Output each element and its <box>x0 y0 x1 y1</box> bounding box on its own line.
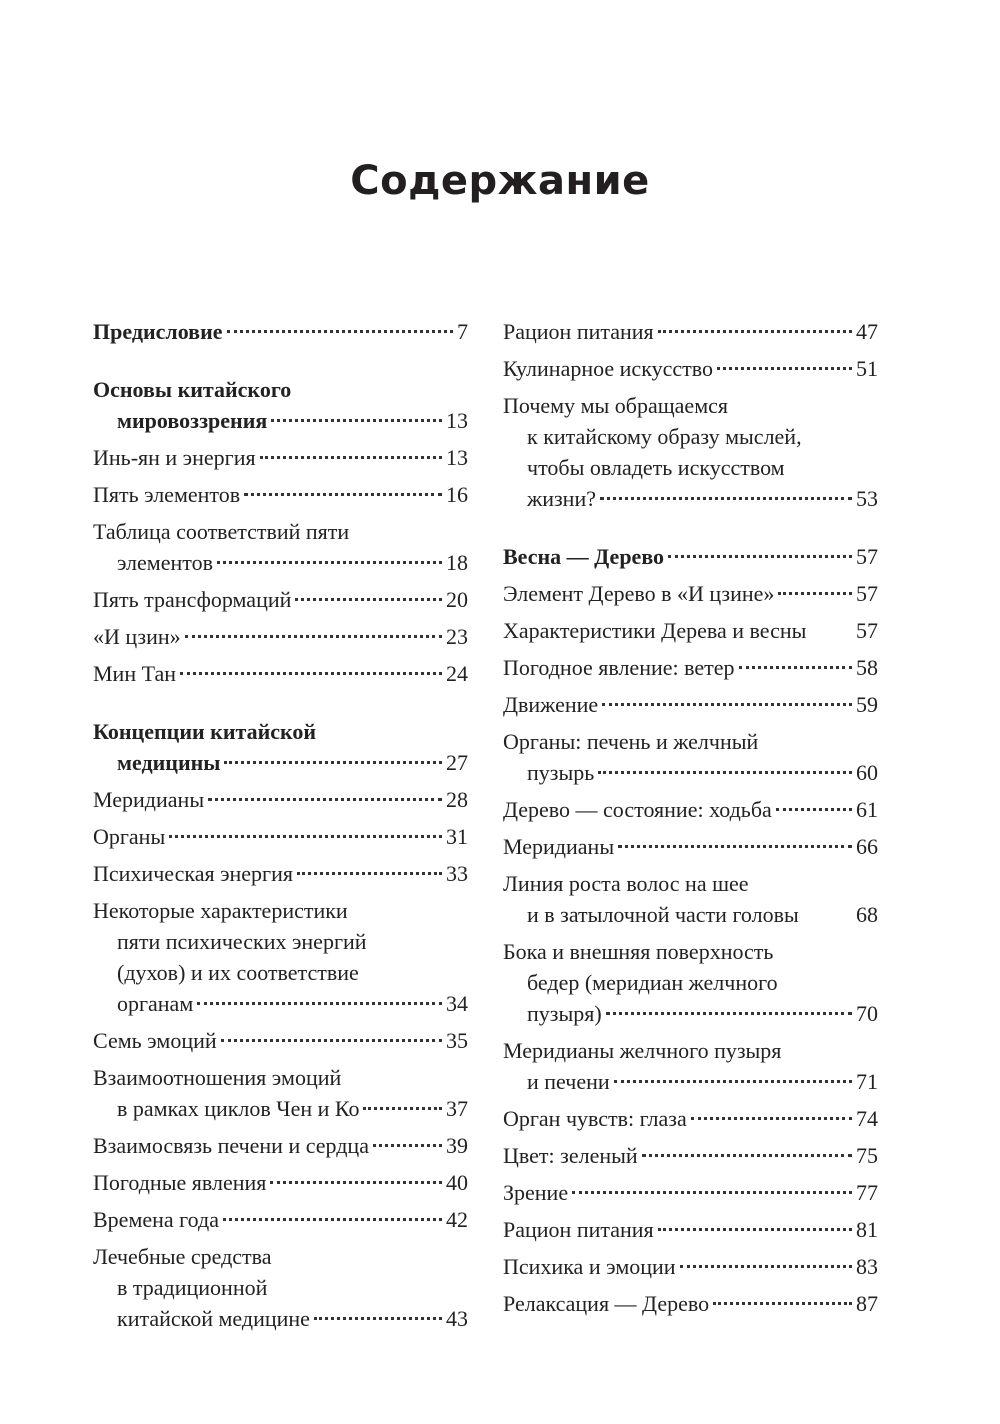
toc-entry[interactable] <box>503 390 878 514</box>
page-number: 16 <box>446 482 468 507</box>
page-number: 42 <box>446 1207 468 1232</box>
toc-entry-line <box>503 831 878 862</box>
page-number: 37 <box>446 1096 468 1121</box>
toc-entry-text: пяти психических энергий <box>117 929 367 954</box>
page-number: 23 <box>446 624 468 649</box>
toc-entry[interactable] <box>503 1035 878 1097</box>
page-number: 77 <box>856 1180 878 1205</box>
dot-leader <box>260 456 442 459</box>
page-number: 28 <box>446 787 468 812</box>
toc-entry-text: Погодные явления <box>93 1170 267 1195</box>
toc-section-heading[interactable] <box>93 374 468 436</box>
toc-entry-line <box>503 615 878 646</box>
toc-entry-line <box>93 1025 468 1056</box>
page-title: Содержание <box>350 158 650 204</box>
dot-leader <box>658 1228 852 1231</box>
toc-entry-text: жизни? <box>527 486 596 511</box>
toc-entry[interactable] <box>503 1103 878 1134</box>
toc-entry[interactable] <box>503 831 878 862</box>
dot-leader <box>598 771 852 774</box>
toc-entry-text: и в затылочной части головы <box>527 902 799 927</box>
toc-entry-line <box>503 483 878 514</box>
toc-entry-text: мировоззрения <box>117 408 268 433</box>
toc-entry-line <box>93 658 468 689</box>
toc-entry-line <box>93 584 468 615</box>
toc-entry-line <box>503 1214 878 1245</box>
toc-entry-text: Почему мы обращаемся <box>503 393 729 418</box>
dot-leader <box>618 845 852 848</box>
toc-entry-line <box>93 1130 468 1161</box>
toc-entry-text: и печени <box>527 1069 610 1094</box>
toc-entry[interactable] <box>93 1130 468 1161</box>
toc-entry-line <box>93 621 468 652</box>
toc-entry-text: Психическая энергия <box>93 861 293 886</box>
toc-entry-text: Мин Тан <box>93 661 177 686</box>
dot-leader <box>606 1012 852 1015</box>
page-number: 71 <box>856 1069 878 1094</box>
toc-entry-text: Органы: печень и желчный <box>503 729 759 754</box>
dot-leader <box>776 808 852 811</box>
toc-entry[interactable] <box>93 442 468 473</box>
toc-entry-line <box>93 374 468 405</box>
toc-column-left <box>93 316 468 1340</box>
toc-entry-line <box>503 1035 878 1066</box>
toc-entry-line <box>93 442 468 473</box>
toc-entry-line <box>503 757 878 788</box>
toc-entry-text: Психика и эмоции <box>503 1254 676 1279</box>
dot-leader <box>180 672 442 675</box>
page-number: 70 <box>856 1001 878 1026</box>
dot-leader <box>810 629 852 632</box>
toc-entry-line <box>93 1272 468 1303</box>
dot-leader <box>680 1265 852 1268</box>
dot-leader <box>739 666 852 669</box>
section-spacer <box>93 353 468 374</box>
toc-entry-text: медицины <box>117 750 221 775</box>
toc-entry-line <box>503 421 878 452</box>
page-number: 57 <box>856 618 878 643</box>
page-number: 24 <box>446 661 468 686</box>
page-number: 58 <box>856 655 878 680</box>
dot-leader <box>668 555 852 558</box>
page-number: 40 <box>446 1170 468 1195</box>
toc-entry-line <box>503 390 878 421</box>
toc-entry[interactable] <box>503 615 878 646</box>
toc-entry-text: Рацион питания <box>503 319 654 344</box>
page-number: 74 <box>856 1106 878 1131</box>
toc-entry-text: (духов) и их соответствие <box>117 960 359 985</box>
toc-entry-text: китайской медицине <box>117 1306 310 1331</box>
page-number: 34 <box>446 991 468 1016</box>
toc-entry-text: Лечебные средства <box>93 1244 272 1269</box>
dot-leader <box>169 835 442 838</box>
toc-entry-line <box>503 794 878 825</box>
toc-entry-text: Семь эмоций <box>93 1028 217 1053</box>
toc-entry-text: Весна — Дерево <box>503 544 665 569</box>
toc-entry-text: Органы <box>93 824 166 849</box>
toc-entry-line <box>503 936 878 967</box>
dot-leader <box>600 497 852 500</box>
toc-entry-line <box>93 547 468 578</box>
toc-entry-line <box>93 988 468 1019</box>
toc-entry[interactable] <box>503 652 878 683</box>
toc-entry-text: в традиционной <box>117 1275 268 1300</box>
toc-entry-line <box>503 316 878 347</box>
toc-entry[interactable] <box>93 821 468 852</box>
dot-leader <box>197 1002 442 1005</box>
page-number: 13 <box>446 445 468 470</box>
toc-entry-text: Взаимоотношения эмоций <box>93 1065 342 1090</box>
toc-entry-line <box>503 1066 878 1097</box>
page-number: 39 <box>446 1133 468 1158</box>
toc-entry-text: чтобы овладеть искусством <box>527 455 785 480</box>
toc-entry-text: бедер (меридиан желчного <box>527 970 778 995</box>
page-number: 75 <box>856 1143 878 1168</box>
dot-leader <box>614 1080 852 1083</box>
toc-entry-text: Линия роста волос на шее <box>503 871 749 896</box>
page-number: 53 <box>856 486 878 511</box>
toc-entry-line <box>93 926 468 957</box>
toc-entry-text: Основы китайского <box>93 377 292 402</box>
page-number: 87 <box>856 1291 878 1316</box>
toc-entry-line <box>93 895 468 926</box>
toc-entry[interactable] <box>93 621 468 652</box>
toc-entry-line <box>93 716 468 747</box>
toc-entry-text: пузырь <box>527 760 595 785</box>
dot-leader <box>658 330 852 333</box>
toc-entry-text: Пять трансформаций <box>93 587 292 612</box>
dot-leader <box>642 1154 852 1157</box>
toc-entry-text: Предисловие <box>93 319 223 344</box>
toc-entry-text: Концепции китайской <box>93 719 317 744</box>
toc-entry-line <box>93 1241 468 1272</box>
toc-entry[interactable] <box>503 578 878 609</box>
page-number: 7 <box>457 319 468 344</box>
dot-leader <box>217 561 442 564</box>
toc-entry-text: «И цзин» <box>93 624 181 649</box>
toc-entry-text: элементов <box>117 550 213 575</box>
toc-entry-line <box>503 353 878 384</box>
dot-leader <box>717 367 852 370</box>
toc-entry[interactable] <box>93 658 468 689</box>
dot-leader <box>297 872 442 875</box>
toc-entry-text: Меридианы желчного пузыря <box>503 1038 782 1063</box>
toc-entry-line <box>93 784 468 815</box>
toc-entry-line <box>93 516 468 547</box>
toc-entry-text: Пять элементов <box>93 482 241 507</box>
toc-entry-line <box>93 1303 468 1334</box>
toc-entry[interactable] <box>93 1241 468 1334</box>
toc-entry[interactable] <box>503 1177 878 1208</box>
toc-section-heading[interactable] <box>93 316 468 347</box>
toc-entry-line <box>93 858 468 889</box>
toc-entry-text: Рацион питания <box>503 1217 654 1242</box>
dot-leader <box>602 703 852 706</box>
page-number: 61 <box>856 797 878 822</box>
toc-entry[interactable] <box>93 858 468 889</box>
toc-entry-text: Взаимосвязь печени и сердца <box>93 1133 369 1158</box>
toc-entry-line <box>503 1288 878 1319</box>
toc-entry-text: к китайскому образу мыслей, <box>527 424 802 449</box>
dot-leader <box>295 598 442 601</box>
toc-entry-text: Элемент Дерево в «И цзине» <box>503 581 775 606</box>
toc-entry-line <box>93 405 468 436</box>
toc-entry-text: Таблица соответствий пяти <box>93 519 350 544</box>
dot-leader <box>778 592 852 595</box>
dot-leader <box>271 419 442 422</box>
dot-leader <box>314 1317 442 1320</box>
toc-entry-line <box>503 868 878 899</box>
toc-entry[interactable] <box>503 1288 878 1319</box>
page-number: 66 <box>856 834 878 859</box>
toc-entry-line <box>93 1093 468 1124</box>
toc-entry-text: Орган чувств: глаза <box>503 1106 687 1131</box>
toc-entry-line <box>503 541 878 572</box>
toc-entry-text: Некоторые характеристики <box>93 898 348 923</box>
toc-entry-text: Характеристики Дерева и весны <box>503 618 807 643</box>
toc-entry-line <box>503 1177 878 1208</box>
dot-leader <box>270 1181 442 1184</box>
toc-entry[interactable] <box>93 1167 468 1198</box>
toc-entry[interactable] <box>503 868 878 930</box>
toc-entry-line <box>503 1251 878 1282</box>
page-number: 31 <box>446 824 468 849</box>
toc-entry[interactable] <box>93 584 468 615</box>
page-number: 18 <box>446 550 468 575</box>
dot-leader <box>803 913 852 916</box>
page-number: 43 <box>446 1306 468 1331</box>
dot-leader <box>572 1191 852 1194</box>
page-number: 35 <box>446 1028 468 1053</box>
dot-leader <box>363 1107 442 1110</box>
dot-leader <box>185 635 442 638</box>
section-spacer <box>503 520 878 541</box>
page-number: 20 <box>446 587 468 612</box>
toc-entry-line <box>503 652 878 683</box>
toc-entry-line <box>93 1204 468 1235</box>
toc-entry-text: Инь-ян и энергия <box>93 445 256 470</box>
toc-entry-text: Меридианы <box>503 834 615 859</box>
toc-entry[interactable] <box>93 479 468 510</box>
dot-leader <box>244 493 442 496</box>
page-number: 57 <box>856 544 878 569</box>
toc-section-heading[interactable] <box>93 716 468 778</box>
toc-entry-line <box>503 689 878 720</box>
toc-entry[interactable] <box>93 895 468 1019</box>
toc-entry-text: Бока и внешняя поверхность <box>503 939 774 964</box>
toc-entry-line <box>503 578 878 609</box>
toc-entry[interactable] <box>503 794 878 825</box>
toc-entry-text: Движение <box>503 692 599 717</box>
page-number: 57 <box>856 581 878 606</box>
toc-entry-text: Кулинарное искусство <box>503 356 713 381</box>
toc-entry[interactable] <box>503 353 878 384</box>
page-number: 13 <box>446 408 468 433</box>
toc-entry[interactable] <box>503 1140 878 1171</box>
toc-entry-text: Меридианы <box>93 787 205 812</box>
toc-entry[interactable] <box>503 316 878 347</box>
dot-leader <box>227 330 453 333</box>
dot-leader <box>713 1302 852 1305</box>
toc-entry[interactable] <box>93 1025 468 1056</box>
toc-entry[interactable] <box>503 689 878 720</box>
toc-section-heading[interactable] <box>503 541 878 572</box>
page-number: 60 <box>856 760 878 785</box>
toc-entry-line <box>503 1140 878 1171</box>
toc-entry[interactable] <box>93 516 468 578</box>
toc-entry-text: Релаксация — Дерево <box>503 1291 710 1316</box>
toc-entry[interactable] <box>503 936 878 1029</box>
section-spacer <box>93 695 468 716</box>
toc-entry[interactable] <box>503 1251 878 1282</box>
toc-entry[interactable] <box>93 1204 468 1235</box>
toc-entry[interactable] <box>503 1214 878 1245</box>
toc-entry-line <box>93 821 468 852</box>
toc-entry-text: Цвет: зеленый <box>503 1143 638 1168</box>
dot-leader <box>208 798 442 801</box>
dot-leader <box>373 1144 442 1147</box>
toc-entry-text: Зрение <box>503 1180 569 1205</box>
toc-entry-line <box>503 1103 878 1134</box>
dot-leader <box>221 1039 442 1042</box>
page-number: 83 <box>856 1254 878 1279</box>
toc-entry-text: органам <box>117 991 194 1016</box>
toc-entry-line <box>93 316 468 347</box>
toc-entry-text: пузыря) <box>527 1001 602 1026</box>
toc-entry-line <box>93 479 468 510</box>
toc-entry[interactable] <box>93 784 468 815</box>
toc-entry-line <box>93 1062 468 1093</box>
page-number: 81 <box>856 1217 878 1242</box>
toc-entry-line <box>93 957 468 988</box>
page-number: 68 <box>856 902 878 927</box>
toc-entry[interactable] <box>93 1062 468 1124</box>
toc-column-right <box>503 316 878 1325</box>
toc-entry-line <box>93 1167 468 1198</box>
page-number: 59 <box>856 692 878 717</box>
toc-entry-line <box>503 726 878 757</box>
dot-leader <box>224 761 442 764</box>
page-number: 47 <box>856 319 878 344</box>
toc-entry-text: Дерево — состояние: ходьба <box>503 797 772 822</box>
toc-entry-text: в рамках циклов Чен и Ко <box>117 1096 360 1121</box>
dot-leader <box>223 1218 442 1221</box>
toc-entry-line <box>503 998 878 1029</box>
toc-entry[interactable] <box>503 726 878 788</box>
page-number: 51 <box>856 356 878 381</box>
toc-entry-text: Времена года <box>93 1207 219 1232</box>
toc-entry-line <box>503 967 878 998</box>
toc-entry-line <box>503 452 878 483</box>
toc-entry-text: Погодное явление: ветер <box>503 655 735 680</box>
page-number: 33 <box>446 861 468 886</box>
dot-leader <box>691 1117 852 1120</box>
page-number: 27 <box>446 750 468 775</box>
toc-entry-line <box>503 899 878 930</box>
toc-entry-line <box>93 747 468 778</box>
